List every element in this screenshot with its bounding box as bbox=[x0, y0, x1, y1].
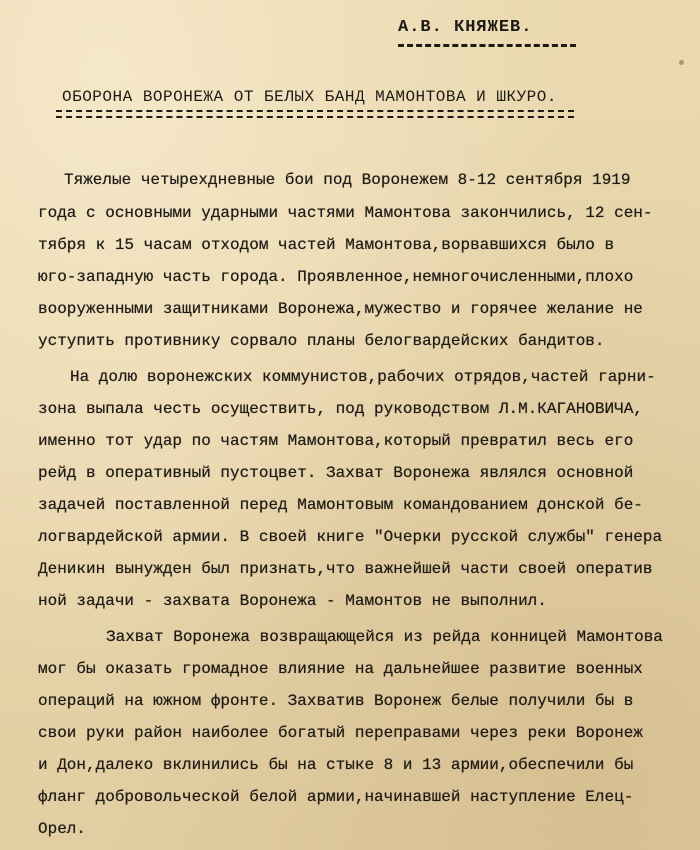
text-line: вооруженными защитниками Воронежа,мужество и горячее желание не bbox=[38, 300, 643, 318]
text-line: рейд в оперативный пустоцвет. Захват Воронежа являлся основной bbox=[38, 464, 634, 482]
text-line: уступить противнику сорвало планы белогвардейских бандитов. bbox=[38, 332, 605, 350]
text-line: юго-западную часть города. Проявленное,немногочисленными,плохо bbox=[38, 268, 634, 286]
text-line: задачей поставленной перед Мамонтовым командованием донской бе- bbox=[38, 496, 643, 514]
text-line: тября к 15 часам отходом частей Мамонтова,ворвавшихся было в bbox=[38, 236, 615, 254]
author-name: А.В. КНЯЖЕВ. bbox=[398, 18, 533, 37]
text-line: года с основными ударными частями Мамонтова закончились, 12 сен- bbox=[38, 204, 653, 222]
document-title: ОБОРОНА ВОРОНЕЖА ОТ БЕЛЫХ БАНД МАМОНТОВА И ШКУРО. bbox=[62, 88, 557, 106]
text-line: свои руки район наиболее богатый переправами через реки Воронеж bbox=[38, 724, 643, 742]
text-line: фланг добровольческой белой армии,начинавшей наступление Елец- bbox=[38, 788, 634, 806]
title-underline bbox=[56, 110, 574, 112]
text-line: мог бы оказать громадное влияние на дальнейшее развитие военных bbox=[38, 660, 643, 678]
text-line: ной задачи - захвата Воронежа - Мамонтов не выполнил. bbox=[38, 592, 547, 610]
paper-spot bbox=[679, 60, 684, 65]
text-line: и Дон,далеко вклинились бы на стыке 8 и 13 армии,обеспечили бы bbox=[38, 756, 634, 774]
text-line: На долю воронежских коммунистов,рабочих отрядов,частей гарни- bbox=[70, 368, 656, 386]
text-line: операций на южном фронте. Захватив Воронеж белые получили бы в bbox=[38, 692, 634, 710]
author-underline bbox=[398, 44, 576, 47]
text-line: именно тот удар по частям Мамонтова,который превратил весь его bbox=[38, 432, 634, 450]
title-underline-second bbox=[56, 116, 574, 118]
text-line: зона выпала честь осуществить, под руководством Л.М.КАГАНОВИЧА, bbox=[38, 400, 643, 418]
text-line: Деникин вынужден был признать,что важнейшей части своей оператив bbox=[38, 560, 653, 578]
text-line: Тяжелые четырехдневные бои под Воронежем 8-12 сентября 1919 bbox=[64, 171, 631, 189]
text-line: Захват Воронежа возвращающейся из рейда конницей Мамонтова bbox=[106, 628, 663, 646]
text-line: логвардейской армии. В своей книге "Очерки русской службы" генера bbox=[38, 528, 663, 546]
text-line: Орел. bbox=[38, 820, 87, 838]
